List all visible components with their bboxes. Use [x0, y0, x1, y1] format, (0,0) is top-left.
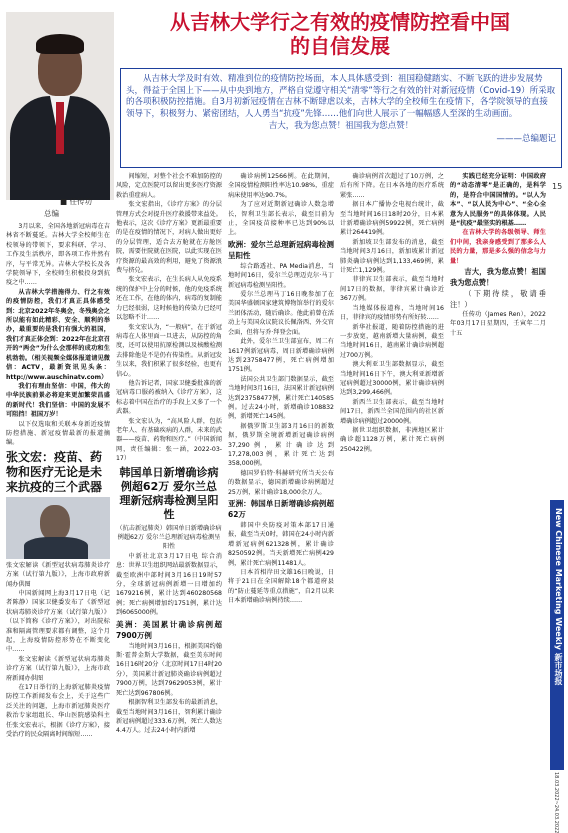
intro-lead: 从吉林大学及时有效、精准到位的疫情防控场面，本人具体感受到：祖国稳健踏实、不断飞跃的进步发展势头，得益于全国上下——从中央到地方，严格自觉遵守相关“清零”等行之有效的针对新冠疫情（Covid-19）所采取的各项积极防控措施。自3月初新冠疫情在吉林不断肆虐以来，吉林大学的全校师生在疫情下，各学院领导的直接领导下，积极努力、紧密团结，人人勇当“抗疫”先锋……他们向世人展示了一幅幅感人至深的生动画面。: [126, 74, 556, 119]
c4-para-8: 新西兰卫生部表示，截至当地时间17日，新西兰全国范围内的社区新增确诊病例超过20000例。: [340, 398, 444, 425]
c3-para-10: 日本首相岸田文雄16日晚说，日将于21日在全国解除18个都道府县的“防止蔓延等重点措施”，自2月以来日本新增确诊病例持续……: [228, 569, 334, 605]
c2-para-4: 张文宏认为，“一般病”，在于新冠病毒在人体里面一旦进去，从防控的角度，还可以使用抗原检测以及核酸检测去排除他是不是仍有传染性。从新冠发生以来，我们积累了很多经验，也更有信心。: [116, 323, 222, 378]
author-role: 总编: [44, 209, 59, 218]
page-number: 15: [552, 182, 563, 191]
column-3: [228, 172, 334, 794]
paper-name: New Chinese Marketing Weekly 新市场报: [554, 508, 563, 685]
author-caption: ■ 任传功: [60, 197, 92, 206]
title-line-2: 的自信发展: [290, 34, 390, 58]
c1-note: 以下仅选取和关联本身新近疫情防控措施、新冠疫情最新的报道摘编。: [6, 420, 110, 447]
c1-para-5: 在17日举行的上海新冠肺炎疫情防控工作新闻发布会上，关于这些广泛关注的问题，上海市新冠肺炎医疗救治专家组组长、华山医院感染科主任张文宏表示，根据《诊疗方案》，接受治疗的民众隔离时间缩短……: [6, 684, 110, 739]
c3-para-5: 此外，爱尔兰卫生部宣布，周二有1617例新冠病毒，周日新增确诊病例达到23758477例，死亡病例增加1751例。: [228, 338, 334, 374]
c2-para-9: 根据智利卫生部发布的最新消息，截至当地时间3月16日，智利累计确诊新冠病例超过333.6万例，死亡人数达4.4万人。过去24小时内新增: [116, 699, 222, 735]
c3-para-7: 据俄罗斯卫生部3月16日的新数据，俄罗斯全境新增新冠确诊病例37,290例，累计确诊达到17,278,003例，累计死亡达到358,000例。: [228, 422, 334, 468]
c4-para-1: 确诊病例首次超过了10万例，之后有所下降。在日本各地的医疗系统紧张……: [340, 173, 444, 199]
article-title: [120, 10, 560, 58]
title-line-1: 从吉林大学行之有效的疫情防控看中国: [170, 10, 510, 34]
c3-para-3: 综合路透社、PA Media消息，当地时间16日，爱尔兰总理迈克尔·马丁新冠病毒检测呈阳性。: [228, 262, 334, 289]
c2-para-2: 张文宏指出，《诊疗方案》的分层管理方式会对提升医疗救援带来益处。他表示，这次《诊疗方案》更新最重要的是在疫情的情况下，对病人做出更好的分层管理，适合去方舱就在方舱医院，需要住院就在医院，以此实现在医疗资源的最高效的利用，避免了资源浪费与挤兑。: [116, 201, 222, 275]
c1-image-body: [24, 537, 88, 559]
c1-image-figure: [40, 505, 70, 541]
c3-subhead-asia: 亚洲：韩国单日新增确诊病例超62万: [228, 499, 334, 519]
c2-para-6: 张文宏认为，“高风险人群，包括老年人、有基础疾病的人群，未来的武器——疫苗、药物和医疗。”（中国新闻网，责任编辑：张一涵，2022-03-17）: [116, 417, 222, 463]
c3-para-6: 法国公共卫生部门数据显示，截至当地时间3月16日，法国累计新冠病例达到23758477例，累计死亡140585例。过去24小时，新增确诊108832例，新增死亡145例。: [228, 375, 334, 421]
c2-para-1: 间缩短，对整个社会不难加防控的风险，定点医院可以留出更多医疗资源救治重症病人。: [116, 173, 222, 199]
c4-para-3: 新加坡卫生部发布的消息，截至当地时间3月16日，新加坡累计新冠肺炎确诊病例达到1,133,469例，累计死亡1,129例。: [340, 238, 444, 275]
c1-image-caption: 张文宏解读《新型冠状病毒肺炎诊疗方案（试行第九版）》，上海市政府新闻办供图: [6, 561, 110, 588]
intro-box: [120, 68, 562, 168]
c1-para-2: 我们有理由坚信：中国，伟大的中华民族前景必将迎来更加繁荣昌盛的新时代！我们坚信：中国的发展不可阻挡！祖国万岁！: [6, 382, 110, 419]
c1-para-4: 张文宏解读《新型冠状病毒肺炎诊疗方案（试行第九版）》，上海市政府新闻办供图: [6, 655, 110, 682]
c2-subhead-americas: 美洲：美国累计确诊病例超7900万例: [116, 619, 222, 640]
c4-para-6: 新华社报道，随着防控措施的进一步放宽，越南新增大量病例，截至当地时间16日，越南累计确诊病例超过700万例。: [340, 323, 444, 359]
column-4: [340, 172, 444, 794]
intro-sign-1: 吉大，我为您点赞！祖国我为您点赞！: [268, 121, 414, 131]
c2-para-8: 当地时间3月16日，根据美国约翰斯·霍普金斯大学数据，截至美东时间16日16时20分（北京时间17日4时20分），美国累计新冠肺炎确诊病例超过7900万例，达到79629053例，累计死亡达到967806例。: [116, 642, 222, 697]
c3-subhead-europe: 欧洲：爱尔兰总理新冠病毒检测呈阳性: [228, 239, 334, 260]
c3-para-1: 确诊病例12566例。在此期间，全国疫情检测阳性率达10.98%，重症病床使用率达90.7%。: [228, 173, 334, 199]
c4-para-2: 据日本广播协会电视台统计，截至当地时间16日18时20分，日本累计新增确诊病例59922例，死亡病例累计264419例。: [340, 201, 444, 237]
c4-para-9: 据世卫组织数据，非洲地区累计确诊超1128万例，累计死亡病例250422例。: [340, 426, 444, 453]
c4-para-7: 澳大利亚卫生部数据显示，截至当地时间16日下午，澳大利亚新增新冠病例超过30000例，累计确诊病例达到3,299,466例。: [340, 361, 444, 397]
c1-bold-para: 从吉林大学措施得力、行之有效的疫情防控，我们才真正具体感受到：北京2022年冬奥会，冬残奥会之所以能有如此精彩、安全、顺利的举办，最重要的是我们有强大的祖国，我们才真正体会到：2022年在北京召开的“两会”为什么会那样的成功和生机勃勃。（相关视频全媒体报道请见微信：ACTV，最新资讯见头条：http://www.auschinatv.com）: [6, 288, 110, 381]
c1-headline: 张文宏：疫苗、药物和医疗无论是未来抗疫的三个武器: [6, 449, 103, 494]
c3-para-9: 韩国中央防疫对策本部17日通报，截至当天0时，韩国在24小时内新增新冠病例621328例，累计确诊8250592例。当天新增死亡病例429例，累计死亡病例11481人。: [228, 522, 334, 567]
c2-para-3: 张文宏表示，在生长病人从免疫系统的保护中上分的时候，他的免疫系统还在工作，在他的体内，病毒的复制能力已经很弱，这时候他的传染力已经可以忽略不计……: [116, 276, 222, 322]
intro-sign-2: ———总编题记: [496, 133, 556, 144]
c2-para-5: 他告诉记者，国家卫健委批准的新冠病毒口服药被纳入《诊疗方案》，这标志着中国在治疗的手段上又多了一个武器。: [116, 379, 222, 416]
c4-red-para: 在吉林大学的各级领导、师生们中间，我亲身感受到了那多么人民的力量，那是多么强的信念与力量！: [450, 229, 546, 265]
c3-para-2: 为了应对近期新冠确诊人数急增长，智利卫生部长表示，截至目前为止，全国疫苗接种率已达到90%以上。: [228, 201, 334, 237]
c3-para-4: 爱尔兰总理马丁16日晚参加了在美国华盛顿国家建筑博物馆举行的爱尔兰团体活动，随后确诊。他此前曾在活动上与美国众议院议长佩洛西、外交官会面，但将与乔·拜登会面。: [228, 291, 334, 336]
c2-headline: 韩国单日新增确诊病例超62万 爱尔兰总理新冠病毒检测呈阳性: [119, 465, 219, 521]
c2-caption: （抗击新冠肺炎）韩国单日新增确诊病例超62万 爱尔兰总理新冠病毒检测呈阳性: [116, 524, 222, 551]
photo-hair: [36, 34, 84, 54]
column-5: [450, 172, 546, 794]
c4-para-4: 菲律宾卫生部表示，截至当地时间17日的数据，菲律宾累计确诊近367万例。: [340, 276, 444, 303]
c1-para-1: 3月以来，全国各地新冠病毒在吉林省不断蔓延。吉林大学全校师生在校领导的带领下，要求科研、学习、工作及生活秩序，即各项工作井然有序，与平常无异。吉林大学校长及各学院领导下，全校师生积极投身到抗疫之中……: [6, 223, 110, 287]
c1-image: [6, 497, 110, 559]
c4-para-5: 当地媒体报道称，当地时间16日，菲律宾的疫情形势有所好转……: [340, 304, 444, 322]
column-1: [6, 222, 110, 794]
c1-para-3: 中国新闻网上海3月17日电（记者陈静）国家卫健委发布了《新型冠状病毒肺炎诊疗方案（试行第九版）》（以下简称《诊疗方案》），对出院标准和隔离管理要求都有调整，这个月起，上海疫情防控形势在不断变化中……: [6, 589, 110, 654]
issue-date: 18.03.2022~24.03.2022: [553, 772, 559, 833]
photo-tie: [56, 102, 64, 154]
c4-para-10: 实践已经充分证明：中国政府的“动态清零”是正确的，是科学的，是符合中国国情的。“以人为本”、“以人民为中心”、“全心全意为人民服务”的具体体现。人民是“抗疫”最坚实的根基……: [450, 173, 546, 228]
author-photo: [6, 12, 114, 200]
c4-end-2: （下期待续，敬请垂注！）: [450, 289, 546, 310]
c2-para-7: 中新社北京3月17日电 综合消息：世界卫生组织网站最新数据显示，截至欧洲中部时间3月16日19时57分，全球新冠病例新增一日增加约1679216例，累计达到460280568例；死亡病例增加约1751例，累计达到6065000例。: [116, 552, 222, 617]
column-2: [116, 172, 222, 794]
c4-end-1: 吉大，我为您点赞！祖国我为您点赞！: [450, 267, 546, 288]
c4-sign: 任传功（James Ren），2022年03月17日星期四，壬寅年二月十五: [450, 311, 546, 337]
c3-para-8: 德国罗伯特·科赫研究所当天公布的数据显示，德国新增确诊病例超过25万例，累计确诊18,000余万人。: [228, 469, 334, 496]
